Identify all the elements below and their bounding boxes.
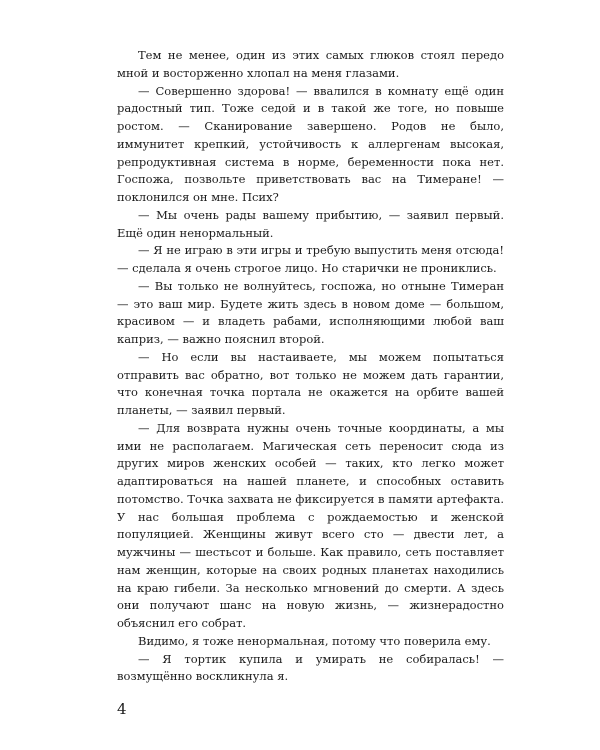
paragraph: — Для возврата нужны очень точные координаты, а мы ими не располагаем. Магическая сеть переносит сюда из других миров женских особей — таких, кто легко может адаптироваться на нашей планете, и способных оставить потомство. Точка захвата не фиксируется в памяти артефакта. У нас большая проблема с рождаемостью и женской популяцией. Женщины живут всего сто — двести лет, а мужчины — шестьсот и больше. Как правило, сеть поставляет нам женщин, которые на своих родных планетах находились на краю гибели. За несколько мгновений до смерти. А здесь они получают шанс на новую жизнь, — жизнерадостно объяснил его собрат.: [117, 420, 504, 630]
paragraph: — Я не играю в эти игры и требую выпустить меня отсюда! — сделала я очень строгое лицо. Но старички не прониклись.: [117, 243, 504, 275]
paragraph: Видимо, я тоже ненормальная, потому что поверила ему.: [138, 633, 491, 648]
body-text: [117, 47, 504, 686]
paragraph: — Мы очень рады вашему прибытию, — заявил первый. Ещё один ненормальный.: [117, 207, 504, 240]
paragraph: — Вы только не волнуйтесь, госпожа, но отныне Тимеран — это ваш мир. Будете жить здесь в новом доме — большом, красивом — и владеть рабами, исполняющими любой ваш каприз, — важно пояснил второй.: [117, 278, 504, 346]
paragraph: — Совершенно здорова! — ввалился в комнату ещё один радостный тип. Тоже седой и в такой же тоге, но повыше ростом. — Сканирование завершено. Родов не было, иммунитет крепкий, устойчивость к аллергенам высокая, репродуктивная система в норме, беременности пока нет. Госпожа, позвольте приветствовать вас на Тимеране! — поклонился он мне. Псих?: [117, 83, 504, 204]
paragraph: — Но если вы настаиваете, мы можем попытаться отправить вас обратно, вот только не можем дать гарантии, что конечная точка портала не окажется на орбите вашей планеты, — заявил первый.: [117, 349, 504, 417]
page-number: 4: [117, 700, 127, 718]
paragraph: Тем не менее, один из этих самых глюков стоял передо мной и восторженно хлопал на меня глазами.: [117, 48, 504, 80]
paragraph: — Я тортик купила и умирать не собиралась! — возмущённо воскликнула я.: [117, 651, 504, 684]
